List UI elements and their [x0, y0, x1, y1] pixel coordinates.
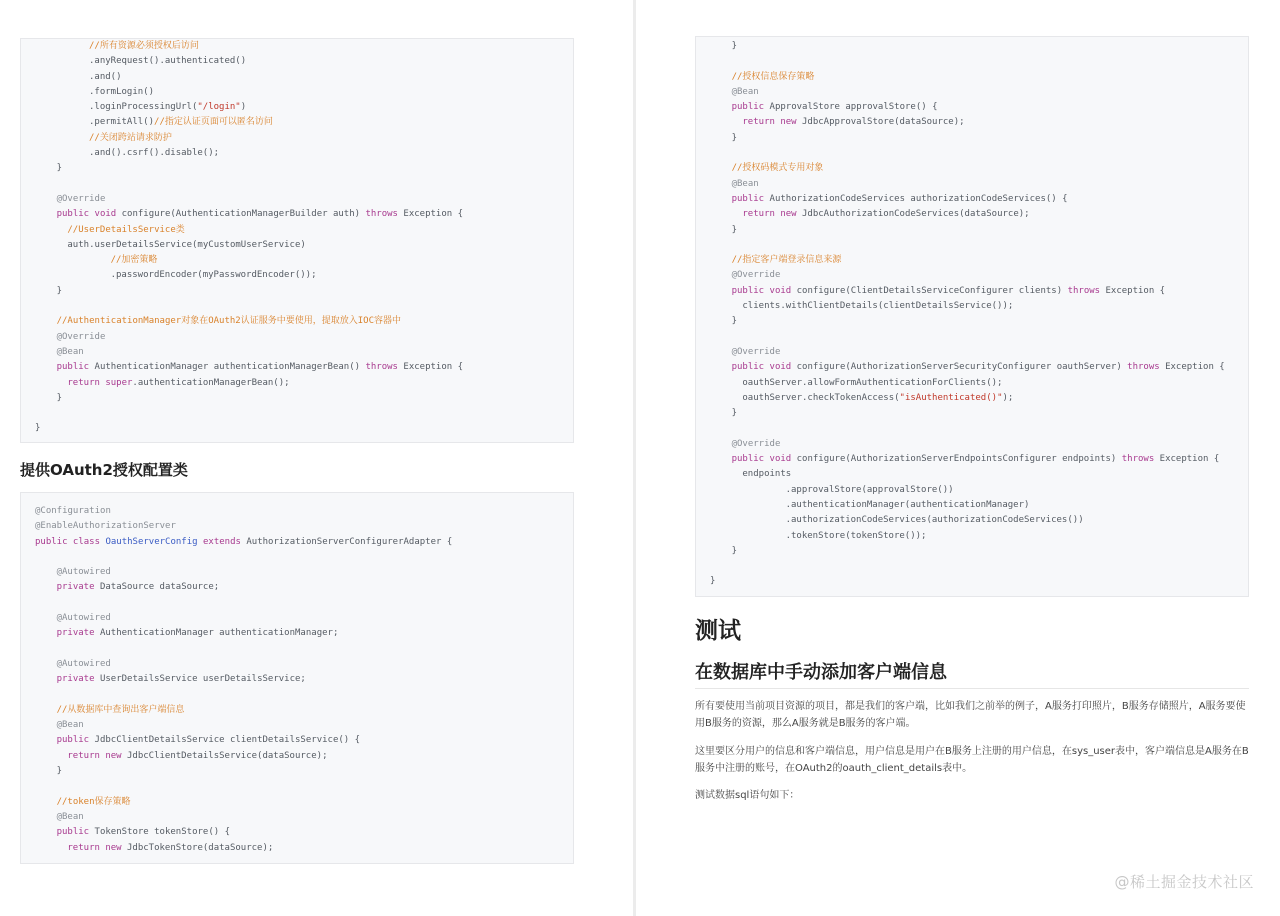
code-line: [710, 100, 1248, 115]
code-token: AuthenticationManager authenticationManagerBean(): [94, 362, 366, 373]
code-token: Exception {: [1159, 454, 1220, 465]
code-line: [35, 253, 573, 268]
code-token: Exception {: [403, 362, 464, 373]
code-token: .authenticationManager(authenticationManager): [785, 499, 1030, 510]
code-line: [35, 70, 573, 85]
code-line: [35, 39, 573, 54]
code-token: Exception {: [403, 209, 464, 220]
code-token: AuthenticationManager authenticationManager;: [99, 628, 339, 639]
code-token: .permitAll(): [89, 117, 155, 128]
code-token: .loginProcessingUrl(: [89, 102, 198, 113]
left-page: [0, 0, 633, 916]
code-line: [35, 825, 573, 840]
code-line: [35, 299, 573, 314]
right-page: [636, 0, 1280, 916]
code-token: JdbcAuthorizationCodeServices(dataSource);: [802, 209, 1030, 220]
code-line: [710, 544, 1248, 559]
code-line: [35, 795, 573, 810]
code-token: JdbcApprovalStore(dataSource);: [802, 117, 965, 128]
code-token: }: [731, 224, 738, 235]
code-token: @Bean: [56, 811, 84, 822]
code-token: @Override: [56, 331, 106, 342]
code-token: }: [731, 408, 738, 419]
code-line: [710, 284, 1248, 299]
code-line: [710, 207, 1248, 222]
code-line: [710, 421, 1248, 436]
code-token: }: [56, 285, 63, 296]
code-token: .passwordEncoder(myPasswordEncoder());: [110, 270, 317, 281]
code-line: [35, 177, 573, 192]
code-token: //UserDetailsService类: [67, 224, 185, 235]
code-token: JdbcTokenStore(dataSource);: [127, 842, 274, 853]
code-line: [35, 733, 573, 748]
code-line: [35, 611, 573, 626]
code-token: AuthorizationCodeServices authorizationCodeServices() {: [769, 193, 1068, 204]
code-line: [710, 223, 1248, 238]
code-line: [35, 100, 573, 115]
code-line: [710, 161, 1248, 176]
paragraph-test-sql: 测试数据sql语句如下：: [695, 790, 800, 801]
code-line: [710, 268, 1248, 283]
code-token: }: [56, 163, 63, 174]
code-line: [35, 314, 573, 329]
code-token: JdbcClientDetailsService clientDetailsService() {: [94, 735, 361, 746]
code-line: [35, 779, 573, 794]
code-line: [35, 580, 573, 595]
code-line: [710, 574, 1248, 589]
code-token: JdbcClientDetailsService(dataSource);: [127, 750, 328, 761]
code-token: UserDetailsService userDetailsService;: [99, 674, 306, 685]
code-token: }: [56, 392, 63, 403]
code-token: Exception {: [1165, 362, 1225, 373]
code-lines: [35, 39, 573, 437]
code-token: auth.userDetailsService(myCustomUserService): [67, 239, 306, 250]
code-token: public void: [731, 454, 797, 465]
code-token: public void: [56, 209, 122, 220]
code-line: [35, 391, 573, 406]
code-token: public void: [731, 285, 797, 296]
code-token: @Override: [56, 193, 106, 204]
code-line: [35, 688, 573, 703]
code-token: AuthorizationServerConfigurerAdapter {: [246, 536, 453, 547]
code-token: configure(AuthenticationManagerBuilder auth): [121, 209, 366, 220]
code-line: [710, 85, 1248, 100]
code-token: @Bean: [56, 346, 84, 357]
code-token: //加密策略: [110, 255, 158, 266]
code-line: [710, 131, 1248, 146]
code-line: [710, 39, 1248, 54]
code-line: [35, 596, 573, 611]
code-token: @Autowired: [56, 567, 111, 578]
code-token: extends: [203, 536, 247, 547]
code-line: [35, 115, 573, 130]
code-line: [710, 345, 1248, 360]
code-line: [35, 421, 573, 436]
code-line: [35, 565, 573, 580]
code-token: //关闭跨站请求防护: [89, 132, 172, 143]
code-lines: [35, 504, 573, 856]
section-heading-oauth2-config: 提供OAuth2授权配置类: [20, 461, 188, 479]
code-line: [35, 223, 573, 238]
code-line: [710, 70, 1248, 85]
code-token: public: [731, 102, 770, 113]
code-token: return new: [67, 750, 127, 761]
code-token: throws: [1121, 454, 1160, 465]
code-line: [710, 529, 1248, 544]
code-token: @EnableAuthorizationServer: [35, 521, 176, 532]
code-token: "isAuthenticated()": [899, 392, 1003, 403]
code-token: }: [731, 316, 738, 327]
code-token: public: [56, 735, 95, 746]
code-token: //指定认证页面可以匿名访问: [154, 117, 273, 128]
code-block-security-config: [20, 38, 574, 443]
code-token: return new: [742, 209, 802, 220]
code-token: }: [710, 576, 716, 587]
code-line: [35, 54, 573, 69]
code-line: [35, 642, 573, 657]
code-line: [35, 810, 573, 825]
code-token: private: [56, 674, 100, 685]
code-line: [710, 299, 1248, 314]
code-line: [710, 467, 1248, 482]
code-token: public void: [731, 362, 797, 373]
code-line: [710, 192, 1248, 207]
code-line: [35, 192, 573, 207]
code-line: [35, 703, 573, 718]
code-token: Exception {: [1105, 285, 1166, 296]
paragraph-user-vs-client: 这里要区分用户的信息和客户端信息，用户信息是用户在B服务上注册的用户信息，在sys_user表中，客户端信息是A服务在B服务中注册的账号，在OAuth2的oauth_client_details表中。: [695, 746, 1249, 774]
code-token: throws: [365, 362, 404, 373]
code-line: [710, 330, 1248, 345]
code-line: [35, 330, 573, 345]
code-token: @Autowired: [56, 613, 111, 624]
code-line: [710, 177, 1248, 192]
code-line: [35, 376, 573, 391]
code-token: public class: [35, 536, 106, 547]
code-line: [710, 253, 1248, 268]
code-line: [710, 314, 1248, 329]
code-token: return super: [67, 377, 133, 388]
code-line: [710, 391, 1248, 406]
code-line: [710, 115, 1248, 130]
code-token: );: [1002, 392, 1014, 403]
code-block-oauth-server-config: [20, 492, 574, 864]
code-line: [35, 85, 573, 100]
code-line: [35, 764, 573, 779]
code-line: [35, 207, 573, 222]
code-lines: [710, 39, 1248, 590]
code-token: clients.withClientDetails(clientDetailsService());: [742, 301, 1014, 312]
code-line: [710, 513, 1248, 528]
code-token: }: [35, 423, 41, 434]
code-line: [710, 483, 1248, 498]
code-line: [35, 550, 573, 565]
code-line: [35, 841, 573, 856]
code-token: "/login": [197, 102, 241, 113]
code-token: .anyRequest().authenticated(): [89, 56, 247, 67]
code-token: return new: [742, 117, 802, 128]
code-line: [35, 657, 573, 672]
code-token: oauthServer.allowFormAuthenticationForClients();: [742, 377, 1003, 388]
code-token: @Override: [731, 270, 781, 281]
code-line: [35, 718, 573, 733]
code-token: .and(): [89, 71, 122, 82]
code-token: .authorizationCodeServices(authorizationCodeServices()): [785, 515, 1084, 526]
code-token: @Bean: [731, 86, 759, 97]
code-token: @Configuration: [35, 506, 111, 516]
code-token: oauthServer.checkTokenAccess(: [742, 392, 900, 403]
code-token: }: [731, 132, 738, 143]
code-token: throws: [1127, 362, 1166, 373]
code-token: @Autowired: [56, 658, 111, 669]
code-token: TokenStore tokenStore() {: [94, 827, 230, 838]
code-token: throws: [1067, 285, 1106, 296]
code-token: configure(AuthorizationServerEndpointsConfigurer endpoints): [796, 454, 1122, 465]
watermark: @稀土掘金技术社区: [1114, 873, 1254, 891]
code-token: @Override: [731, 346, 781, 357]
section-heading-add-client: 在数据库中手动添加客户端信息: [695, 662, 947, 683]
code-line: [710, 146, 1248, 161]
code-token: }: [731, 545, 738, 556]
code-line: [710, 559, 1248, 574]
heading-underline: [695, 688, 1249, 689]
code-line: [35, 749, 573, 764]
code-line: [710, 406, 1248, 421]
code-token: //所有资源必须授权后访问: [89, 41, 199, 51]
code-token: .approvalStore(approvalStore()): [785, 484, 954, 495]
code-token: private: [56, 582, 100, 593]
code-token: @Override: [731, 438, 781, 449]
code-block-oauth-server-config-continued: [695, 36, 1249, 597]
code-line: [35, 504, 573, 519]
code-line: [35, 345, 573, 360]
code-token: //从数据库中查询出客户端信息: [56, 704, 185, 715]
code-token: throws: [365, 209, 404, 220]
code-token: ApprovalStore approvalStore() {: [769, 102, 938, 113]
code-line: [35, 161, 573, 176]
code-token: //授权码模式专用对象: [731, 163, 824, 174]
code-line: [710, 238, 1248, 253]
code-line: [35, 672, 573, 687]
code-line: [35, 535, 573, 550]
code-token: public: [56, 827, 95, 838]
code-line: [35, 284, 573, 299]
code-token: .formLogin(): [89, 86, 155, 97]
code-token: }: [731, 41, 738, 51]
code-line: [710, 437, 1248, 452]
code-token: public: [731, 193, 770, 204]
code-token: OauthServerConfig: [105, 536, 203, 547]
code-line: [710, 376, 1248, 391]
code-line: [710, 498, 1248, 513]
code-line: [710, 360, 1248, 375]
code-token: //授权信息保存策略: [731, 71, 815, 82]
code-token: return new: [67, 842, 127, 853]
code-token: DataSource dataSource;: [99, 582, 220, 593]
code-line: [35, 146, 573, 161]
code-token: }: [56, 766, 63, 777]
code-token: private: [56, 628, 100, 639]
code-line: [35, 360, 573, 375]
code-line: [35, 626, 573, 641]
code-token: configure(AuthorizationServerSecurityConfigurer oauthServer): [796, 362, 1128, 373]
code-token: @Bean: [56, 720, 84, 731]
code-line: [35, 406, 573, 421]
code-line: [35, 238, 573, 253]
code-line: [35, 131, 573, 146]
code-token: .tokenStore(tokenStore());: [785, 530, 927, 541]
code-token: @Bean: [731, 178, 759, 189]
code-line: [35, 519, 573, 534]
code-line: [35, 268, 573, 283]
code-line: [710, 54, 1248, 69]
code-token: public: [56, 362, 95, 373]
code-token: endpoints: [742, 469, 792, 480]
code-line: [710, 452, 1248, 467]
section-heading-test: 测试: [695, 618, 741, 644]
code-token: ): [240, 102, 247, 113]
paragraph-clients: 所有要使用当前项目资源的项目，都是我们的客户端，比如我们之前举的例子，A服务打印照片，B服务存储照片，A服务要使用B服务的资源，那么A服务就是B服务的客户端。: [695, 701, 1246, 729]
code-token: //AuthenticationManager对象在OAuth2认证服务中要使用，提取放入IOC容器中: [56, 316, 401, 327]
code-token: //token保存策略: [56, 796, 131, 807]
code-token: configure(ClientDetailsServiceConfigurer clients): [796, 285, 1068, 296]
code-token: //指定客户端登录信息来源: [731, 255, 842, 266]
code-token: .and().csrf().disable();: [89, 148, 220, 159]
code-token: .authenticationManagerBean();: [132, 377, 290, 388]
